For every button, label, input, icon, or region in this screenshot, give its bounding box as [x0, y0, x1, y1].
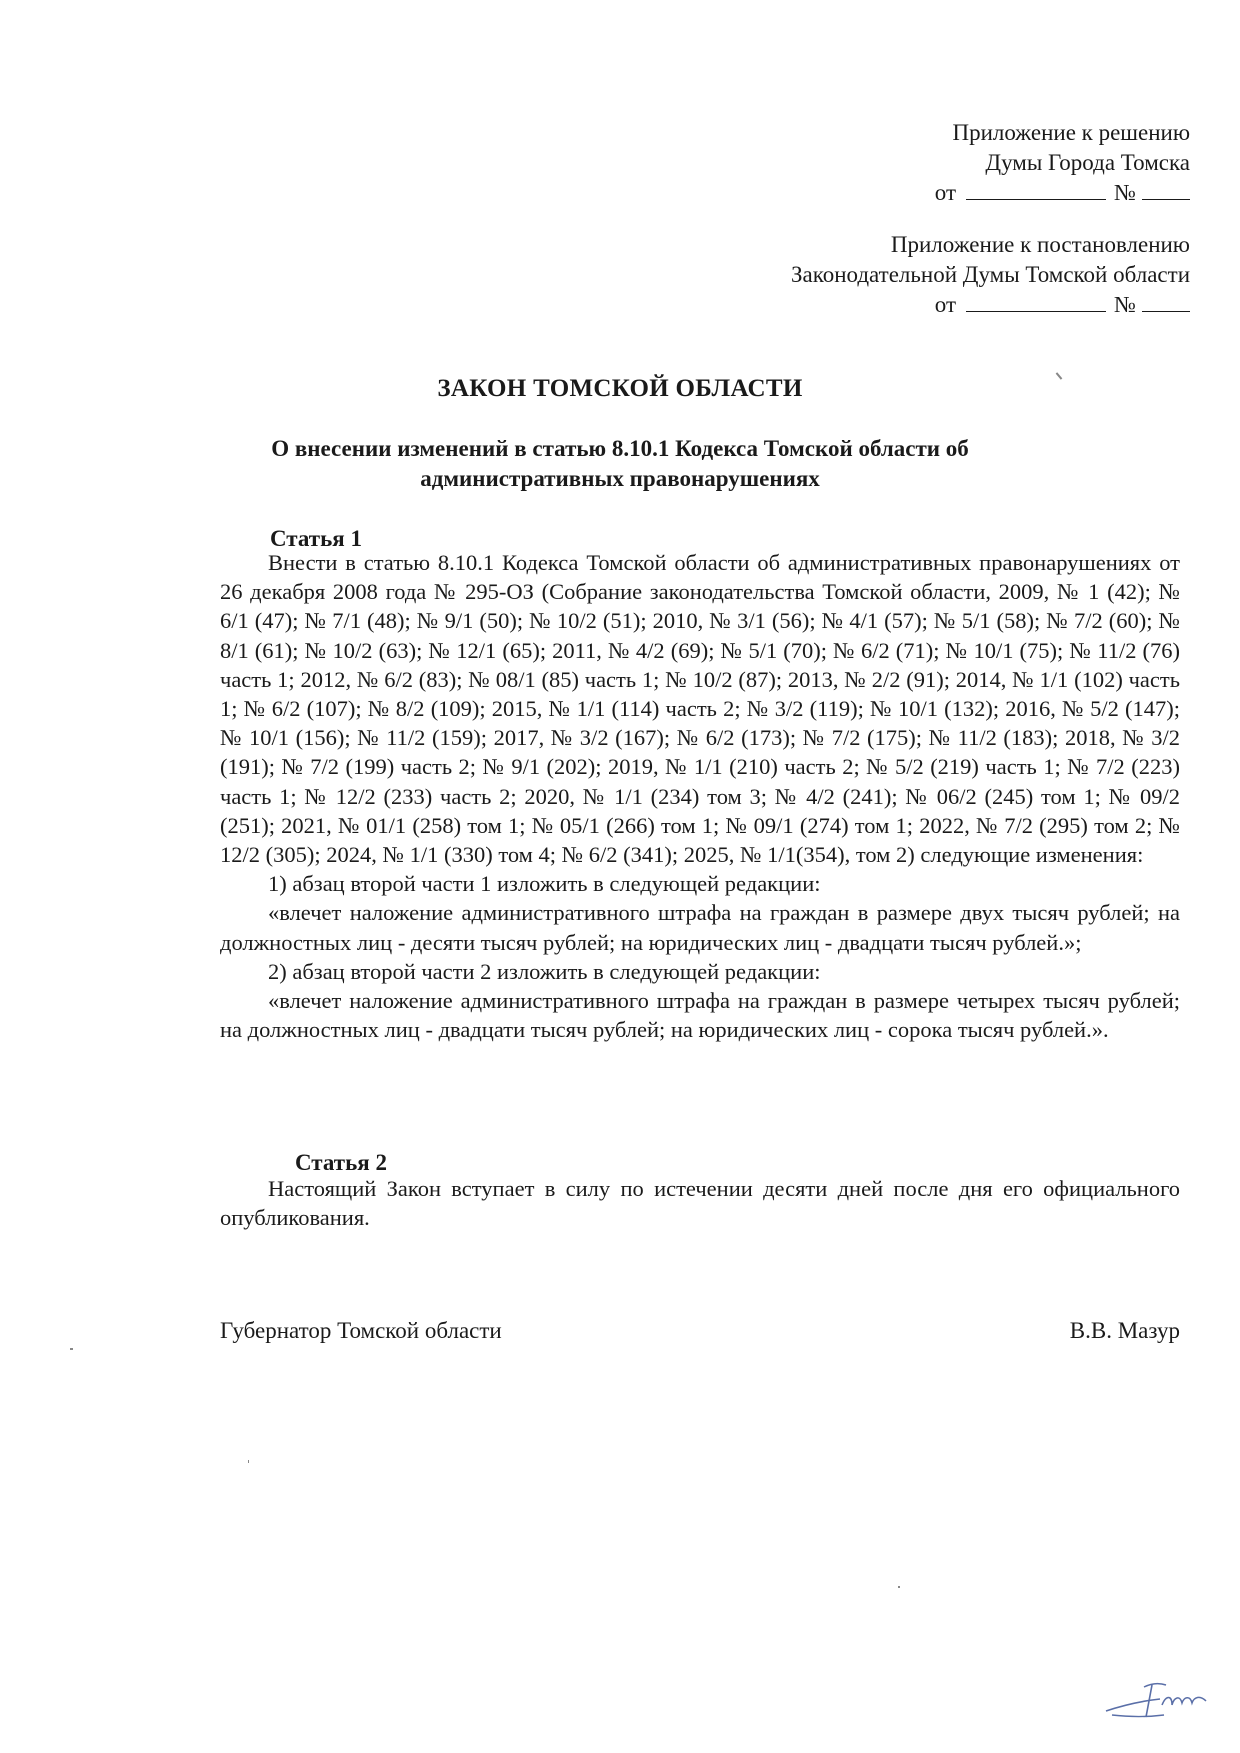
article-1-heading: Статья 1 [270, 526, 362, 551]
governor-name: В.В. Мазур [1069, 1318, 1180, 1343]
handwritten-initials-mark [1102, 1671, 1212, 1723]
scan-speck [898, 1586, 900, 1588]
law-title: ЗАКОН ТОМСКОЙ ОБЛАСТИ [437, 375, 803, 402]
article-2-body [220, 1174, 1180, 1232]
article-1-paragraph: 2) абзац второй части 2 изложить в следующей редакции: [268, 958, 821, 984]
header-legislative-date-prefix: от [934, 292, 957, 317]
law-subtitle: О внесении изменений в статью 8.10.1 Кодекса Томской области об административных правонарушениях [271, 436, 969, 491]
header-legislative-date-blank [966, 291, 1106, 312]
article-1-paragraph: 1) абзац второй части 1 изложить в следующей редакции: [268, 871, 821, 897]
article-1-paragraph: «влечет наложение административного штрафа на граждан в размере четырех тысяч рублей; на должностных лиц - двадцати тысяч рублей; на юридических лиц - сорока тысяч рублей.». [220, 988, 1180, 1043]
header-legislative-line1: Приложение к постановлению [890, 232, 1190, 257]
article-1-paragraph: Внести в статью 8.10.1 Кодекса Томской области об административных правонарушениях от 26 декабря 2008 года № 295-ОЗ (Собрание законодательства Томской области, 2009, № 1 (42); № 6/1 (47); № 7/1 (48); № 9/1 (50); № 10/2 (51); 2010, № 3/1 (56); № 4/1 (57); № 5/1 (58); № 7/2 (60); № 8/1 (61); № 10/2 (63); № 12/1 (65); 2011, № 4/2 (69); № 5/1 (70); № 6/2 (71); № 10/1 (75); № 11/2 (76) часть 1; 2012, № 6/2 (83); № 08/1 (85) часть 1; № 10/2 (87); 2013, № 2/2 (91); 2014, № 1/1 (102) часть 1; № 6/2 (107); № 8/2 (109); 2015, № 1/1 (114) часть 2; № 3/2 (119); № 10/1 (132); 2016, № 5/2 (147); № 10/1 (156); № 11/2 (159); 2017, № 3/2 (167); № 6/2 (173); № 7/2 (175); № 11/2 (183); 2018, № 3/2 (191); № 7/2 (199) часть 2; № 9/1 (202); 2019, № 1/1 (210) часть 2; № 5/2 (219) часть 1; № 7/2 (223) часть 1; № 12/2 (233) часть 2; 2020, № 1/1 (234) том 3; № 4/2 (241); № 06/2 (245) том 1; № 09/2 (251); 2021, № 01/1 (258) том 1; № 05/1 (266) том 1; № 09/1 (274) том 1; 2022, № 7/2 (295) том 2; № 12/2 (305); 2024, № 1/1 (330) том 4; № 6/2 (341); 2025, № 1/1(354), том 2) следующие изменения: [220, 550, 1180, 868]
header-legislative-annex [791, 230, 1190, 320]
header-duma-number-blank [1142, 179, 1190, 200]
article-1-body [220, 548, 1180, 1044]
header-duma-date-prefix: от [934, 180, 957, 205]
header-duma-number-sign: № [1114, 180, 1136, 205]
header-duma-date-blank [966, 179, 1106, 200]
header-legislative-number-blank [1142, 291, 1190, 312]
header-duma-annex [935, 118, 1190, 208]
scan-speck [70, 1348, 73, 1350]
header-duma-line2: Думы Города Томска [985, 150, 1190, 175]
header-legislative-number-sign: № [1114, 292, 1136, 317]
header-legislative-line2: Законодательной Думы Томской области [790, 262, 1190, 287]
scan-speck [248, 1460, 249, 1463]
header-duma-line1: Приложение к решению [952, 120, 1190, 145]
governor-title: Губернатор Томской области [220, 1318, 502, 1343]
header-legislative-date-line [791, 290, 1190, 320]
article-2-paragraph: Настоящий Закон вступает в силу по истечении десяти дней после дня его официального опубликования. [220, 1176, 1180, 1231]
header-duma-date-line [935, 178, 1190, 208]
article-2-heading: Статья 2 [295, 1150, 387, 1175]
article-1-paragraph: «влечет наложение административного штрафа на граждан в размере двух тысяч рублей; на должностных лиц - десяти тысяч рублей; на юридических лиц - двадцати тысяч рублей.»; [220, 900, 1180, 955]
